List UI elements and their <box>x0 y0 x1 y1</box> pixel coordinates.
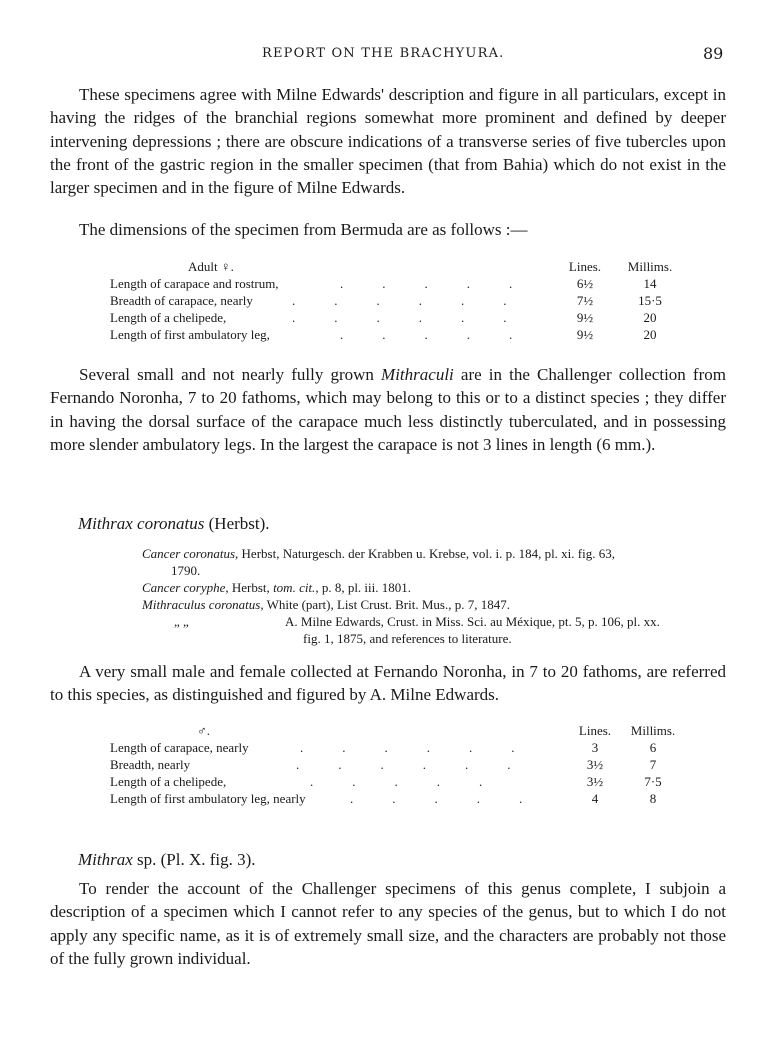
table-row <box>110 791 710 808</box>
synonym-citation: , White (part), List Crust. Brit. Mus., p. 7, 1847. <box>260 597 510 612</box>
col-millims-header: Millims. <box>627 259 673 274</box>
synonym-citation: , Herbst, Naturgesch. der Krabben u. Krebse, vol. i. p. 184, pl. xi. fig. 63, <box>235 546 615 561</box>
table-header-row <box>110 259 710 276</box>
synonym-citation: , Herbst, <box>225 580 274 595</box>
dimensions-table-bermuda <box>110 259 710 349</box>
paragraph-specimens-agree: These specimens agree with Milne Edwards' description and figure in all particulars, except in having the ridges of the branchial regions somewhat more prominent and defined by deeper intervening depressions ; there are obscure indications of a transverse series of five tubercles upon the front of the gastric region in the smaller specimen (that from Bahia) which do not exist in the larger specimen and in the figure of Milne Edwards. <box>50 85 726 198</box>
table-row <box>110 740 710 757</box>
row-millims: 15·5 <box>638 293 662 308</box>
synonymy-list <box>142 545 732 647</box>
leader-dots: . . . . . <box>340 327 513 342</box>
row-millims: 7 <box>649 757 657 772</box>
row-label: Length of a chelipede, <box>110 310 227 325</box>
row-millims: 7·5 <box>644 774 662 789</box>
row-lines: 9½ <box>576 310 594 325</box>
row-lines: 7½ <box>576 293 594 308</box>
row-label: Breadth of carapace, nearly <box>110 293 253 308</box>
dimensions-table-male <box>110 723 710 813</box>
row-lines: 3½ <box>586 774 604 789</box>
leader-dots: . . . . . . <box>300 740 515 755</box>
leader-dots: . . . . . <box>350 791 523 806</box>
row-label: Length of carapace, nearly <box>110 740 249 755</box>
table-row <box>110 757 710 774</box>
row-label: Length of first ambulatory leg, <box>110 327 270 342</box>
table-row <box>110 276 710 293</box>
row-millims: 14 <box>643 276 657 291</box>
table-row <box>110 774 710 791</box>
synonym-name: Mithraculus coronatus <box>142 597 261 612</box>
row-lines: 4 <box>591 791 599 806</box>
row-lines: 3½ <box>586 757 604 772</box>
leader-dots: . . . . . <box>340 276 513 291</box>
para3-before: Several small and not nearly fully grown <box>79 365 382 384</box>
paragraph-challenger-specimens: To render the account of the Challenger specimens of this genus complete, I subjoin a description of a specimen which I cannot refer to any species of the genus, but to which I do not apply any specific name, as it is of extremely small size, and the characters are probably not those of the fully grown individual. <box>50 879 726 968</box>
sex-label: ♂. <box>197 723 210 738</box>
row-millims: 20 <box>643 327 657 342</box>
row-label: Length of carapace and rostrum, <box>110 276 279 291</box>
row-lines: 9½ <box>576 327 594 342</box>
synonymy-continuation: 1790. <box>171 563 201 578</box>
col-lines-header: Lines. <box>568 259 602 274</box>
table-header-row <box>110 723 710 740</box>
synonymy-entry <box>142 579 732 596</box>
row-millims: 20 <box>643 310 657 325</box>
synonym-name: Cancer coronatus <box>142 546 236 561</box>
paragraph-fernando-noronha: A very small male and female collected at Fernando Noronha, in 7 to 20 fathoms, are referred to this species, as distinguished and figured by A. Milne Edwards. <box>50 662 726 705</box>
row-label: Length of a chelipede, <box>110 774 227 789</box>
leader-dots: . . . . . <box>310 774 483 789</box>
table-row <box>110 327 710 344</box>
page-number: 89 <box>703 44 724 63</box>
heading-rest: sp. (Pl. X. fig. 3). <box>132 850 256 869</box>
leader-dots: . . . . . . <box>292 310 507 325</box>
row-lines: 3 <box>591 740 599 755</box>
para3-after: are in the Challenger collection from Fernando Noronha, 7 to 20 fathoms, which may belong to this or to a distinct species ; they differ in having the dorsal surface of the carapace much less distinctly tuberculated, and in possessing more slender ambulatory legs. In the largest the carapace is not 3 lines in length (6 mm.). <box>50 365 726 454</box>
sex-label: Adult ♀. <box>188 259 234 274</box>
synonym-citation: A. Milne Edwards, Crust. in Miss. Sci. au Méxique, pt. 5, p. 106, pl. xx. <box>285 614 660 629</box>
synonymy-entry <box>142 613 732 630</box>
synonym-name: Cancer coryphe <box>142 580 226 595</box>
row-label: Breadth, nearly <box>110 757 191 772</box>
synonymy-entry <box>142 596 732 613</box>
table-row <box>110 293 710 310</box>
row-lines: 6½ <box>576 276 594 291</box>
genus-name-mithraculi: Mithraculi <box>381 365 454 384</box>
species-heading-mithrax-sp <box>78 850 256 870</box>
row-label: Length of first ambulatory leg, nearly <box>110 791 306 806</box>
leader-dots: . . . . . . <box>292 293 507 308</box>
species-heading-mithrax-coronatus <box>78 514 270 534</box>
genus-name: Mithrax <box>78 850 133 869</box>
col-millims-header: Millims. <box>630 723 676 738</box>
synonym-citation-end: , p. 8, pl. iii. 1801. <box>315 580 412 595</box>
leader-dots: . . . . . . <box>296 757 511 772</box>
paragraph-mithraculi <box>50 363 726 456</box>
table-row <box>110 310 710 327</box>
row-millims: 8 <box>649 791 657 806</box>
running-head-title: REPORT ON THE BRACHYURA. <box>262 46 505 61</box>
species-name: Mithrax coronatus <box>78 514 205 533</box>
ditto-marks: „ „ <box>174 614 189 629</box>
species-author: (Herbst). <box>204 514 270 533</box>
paragraph-dimensions-intro: The dimensions of the specimen from Bermuda are as follows :— <box>79 220 528 239</box>
synonymy-continuation: fig. 1, 1875, and references to literature. <box>303 631 512 646</box>
col-lines-header: Lines. <box>578 723 612 738</box>
synonym-tom-cit: tom. cit. <box>273 580 316 595</box>
synonymy-entry <box>142 545 732 562</box>
row-millims: 6 <box>649 740 657 755</box>
